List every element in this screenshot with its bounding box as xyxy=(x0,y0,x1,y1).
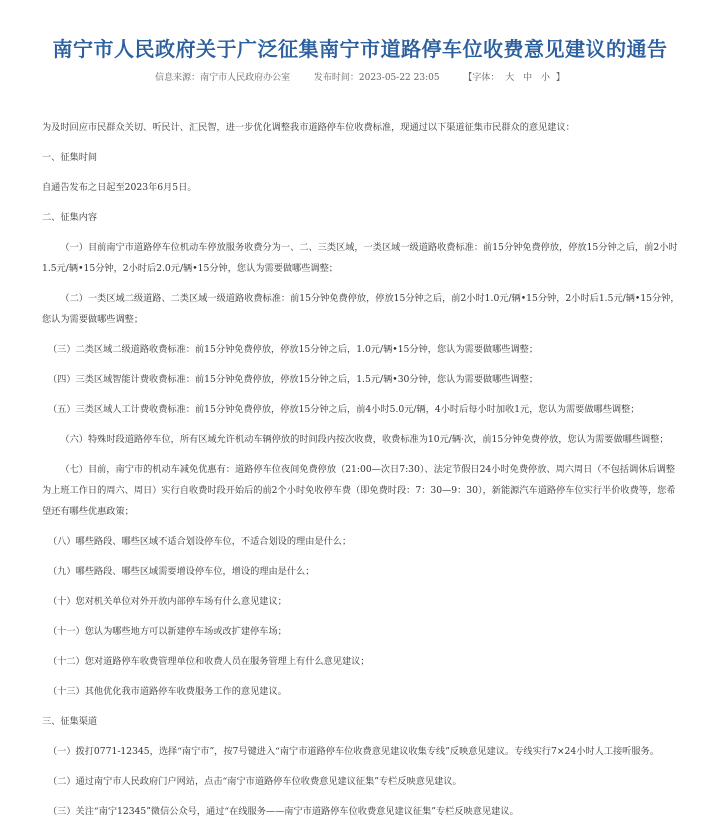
section-heading-time: 一、征集时间 xyxy=(42,152,98,163)
channel-item: （二）通过南宁市人民政府门户网站，点击“南宁市道路停车位收费意见建议征集”专栏反映意见建议。 xyxy=(48,776,462,787)
source-value: 南宁市人民政府办公室 xyxy=(200,73,291,83)
section-heading-content: 二、征集内容 xyxy=(42,212,98,223)
channel-item: （一）拨打0771-12345，选择“南宁市”，按7号键进入“南宁市道路停车位收费意见建议收集专线”反映意见建议。专线实行7×24小时人工接听服务。 xyxy=(48,746,659,757)
date-label: 发布时间： xyxy=(313,73,359,83)
date-value: 2023-05-22 23:05 xyxy=(358,73,440,83)
content-item: （四）三类区域智能计费收费标准：前15分钟免费停放，停放15分钟之后，1.5元/辆•30分钟，您认为需要做哪些调整； xyxy=(48,374,539,385)
source-label: 信息来源： xyxy=(155,73,201,83)
content-item: （三）二类区域二级道路收费标准：前15分钟免费停放，停放15分钟之后，1.0元/辆•15分钟，您认为需要做哪些调整； xyxy=(48,344,539,355)
content-item: （十二）您对道路停车收费管理单位和收费人员在服务管理上有什么意见建议； xyxy=(48,656,370,667)
content-item: （七）目前，南宁市的机动车减免优惠有：道路停车位夜间免费停放（21:00—次日7:30）、法定节假日24小时免费停放、周六周日（不包括调休后调整为上班工作日的周六、周日）实行自收费时段开始后的前2个小时免收停车费（即免费时段：7：30—9：30），新能源汽车道路停车位实行半价收费等，您希望还有哪些优惠政策； xyxy=(42,464,676,517)
content-item: （六）特殊时段道路停车位，所有区域允许机动车辆停放的时间段内按次收费，收费标准为10元/辆·次，前15分钟免费停放，您认为需要做哪些调整； xyxy=(60,434,669,445)
page-title: 南宁市人民政府关于广泛征集南宁市道路停车位收费意见建议的通告 xyxy=(52,37,668,62)
content-item: （九）哪些路段、哪些区域需要增设停车位，增设的理由是什么； xyxy=(48,566,315,577)
content-item: （八）哪些路段、哪些区域不适合划设停车位，不适合划设的理由是什么； xyxy=(48,536,352,547)
content-item: （十）您对机关单位对外开放内部停车场有什么意见建议； xyxy=(48,596,287,607)
font-size-small-button[interactable]: 小 xyxy=(541,73,551,83)
section-time-text: 自通告发布之日起至2023年6月5日。 xyxy=(42,182,197,193)
content-item: （一）目前南宁市道路停车位机动车停放服务收费分为一、二、三类区域，一类区域一级道路收费标准：前15分钟免费停放，停放15分钟之后，前2小时1.5元/辆•15分钟，2小时后2.0元/辆•15分钟，您认为需要做哪些调整； xyxy=(42,242,678,274)
font-size-label: 【字体： xyxy=(463,73,500,83)
content-item: （五）三类区域人工计费收费标准：前15分钟免费停放，停放15分钟之后，前4小时5.0元/辆，4小时后每小时加收1元，您认为需要做哪些调整； xyxy=(48,404,640,415)
font-size-large-button[interactable]: 大 xyxy=(505,73,515,83)
content-item: （十一）您认为哪些地方可以新建停车场或改扩建停车场； xyxy=(48,626,287,637)
channel-item: （三）关注“南宁12345”微信公众号，通过“在线服务——南宁市道路停车位收费意见建议征集”专栏反映意见建议。 xyxy=(48,806,519,817)
article-meta xyxy=(0,70,720,83)
section-heading-channels: 三、征集渠道 xyxy=(42,716,98,727)
intro-paragraph: 为及时回应市民群众关切、听民计、汇民智，进一步优化调整我市道路停车位收费标准，现通过以下渠道征集市民群众的意见建议： xyxy=(42,122,575,133)
article-body xyxy=(42,117,684,822)
content-item: （二）一类区域二级道路、二类区域一级道路收费标准：前15分钟免费停放，停放15分钟之后，前2小时1.0元/辆•15分钟，2小时后1.5元/辆•15分钟，您认为需要做哪些调整； xyxy=(42,293,680,325)
content-item: （十三）其他优化我市道路停车收费服务工作的意见建议。 xyxy=(48,686,287,697)
font-size-label-close: 】 xyxy=(555,73,565,83)
font-size-medium-button[interactable]: 中 xyxy=(523,73,533,83)
